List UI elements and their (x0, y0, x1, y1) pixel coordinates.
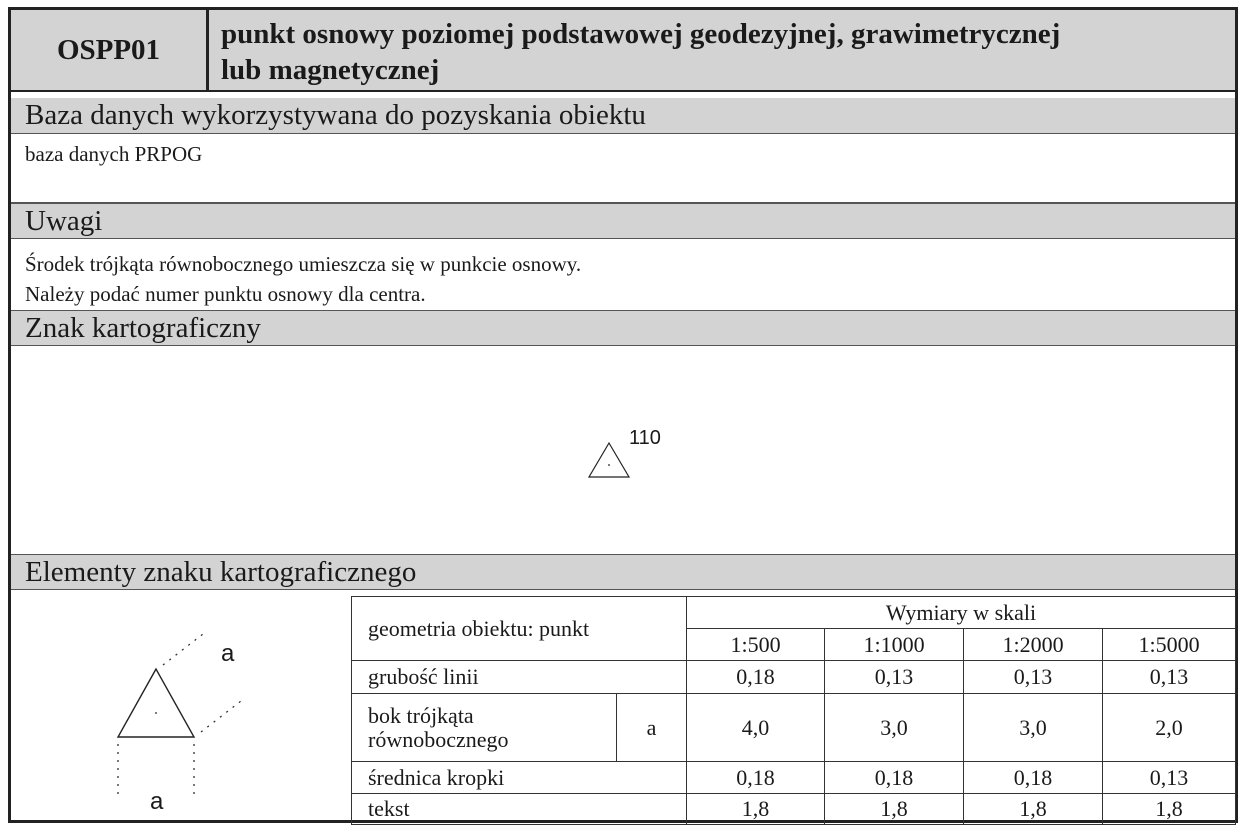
symbol-preview (11, 347, 1235, 552)
row-label-triangle-side (352, 694, 617, 762)
row-sub-label: a (617, 694, 687, 762)
card-header (11, 10, 1235, 92)
row-label-triangle-side-line1: bok trójkąta (368, 702, 474, 728)
cell-value: 0,18 (687, 762, 825, 794)
symbol-card (8, 7, 1238, 823)
notes-heading: Uwagi (11, 203, 1235, 239)
diagram-label-bottom: a (150, 788, 164, 815)
scale-1-1000: 1:1000 (825, 629, 964, 661)
triangle-diagram-icon (118, 669, 194, 737)
notes-line2: Należy podać numer punktu osnowy dla centra. (25, 282, 426, 306)
cell-value: 0,18 (687, 661, 825, 694)
cell-value: 2,0 (1103, 694, 1236, 762)
symbol-heading: Znak kartograficzny (11, 310, 1235, 346)
cell-value: 0,13 (1103, 762, 1236, 794)
table-row (352, 794, 1236, 825)
dimensions-table (351, 596, 1236, 825)
diagram-label-top: a (221, 640, 235, 667)
table-header-row (352, 597, 1236, 629)
dimension-diagram (11, 596, 351, 824)
table-row (352, 661, 1236, 694)
cell-value: 0,13 (1103, 661, 1236, 694)
geometry-label: geometria obiektu: punkt (352, 597, 687, 661)
dimension-line-top-a (163, 634, 203, 665)
diagram-center-dot (155, 712, 157, 714)
table-row (352, 694, 1236, 762)
row-label-line-width: grubość linii (352, 661, 687, 694)
object-title (221, 16, 1221, 88)
scale-header: Wymiary w skali (687, 597, 1236, 629)
cell-value: 0,18 (825, 762, 964, 794)
cell-value: 0,13 (964, 661, 1103, 694)
cell-value: 0,18 (964, 762, 1103, 794)
scale-1-5000: 1:5000 (1103, 629, 1236, 661)
elements-heading: Elementy znaku kartograficznego (11, 554, 1235, 590)
center-dot (608, 464, 610, 466)
cell-value: 1,8 (825, 794, 964, 825)
object-title-line2: lub magnetycznej (221, 54, 440, 86)
scale-1-500: 1:500 (687, 629, 825, 661)
symbol-point-number: 110 (629, 427, 661, 449)
row-label-triangle-side-line2: równobocznego (368, 726, 509, 752)
triangle-icon (589, 443, 629, 477)
object-code: OSPP01 (11, 10, 209, 90)
scale-1-2000: 1:2000 (964, 629, 1103, 661)
object-title-line1: punkt osnowy poziomej podstawowej geodezyjnej, grawimetrycznej (221, 18, 1061, 50)
dimension-line-top-b (201, 701, 241, 732)
cell-value: 3,0 (964, 694, 1103, 762)
notes-line1: Środek trójkąta równobocznego umieszcza się w punkcie osnowy. (25, 252, 582, 276)
cell-value: 0,13 (825, 661, 964, 694)
table-row (352, 762, 1236, 794)
row-label-dot-diameter: średnica kropki (352, 762, 687, 794)
database-value: baza danych PRPOG (25, 142, 203, 166)
cell-value: 1,8 (687, 794, 825, 825)
database-heading: Baza danych wykorzystywana do pozyskania obiektu (11, 98, 1235, 134)
cell-value: 1,8 (964, 794, 1103, 825)
cell-value: 4,0 (687, 694, 825, 762)
symbol-preview-graphic (11, 347, 1235, 552)
cell-value: 1,8 (1103, 794, 1236, 825)
cell-value: 3,0 (825, 694, 964, 762)
row-label-text: tekst (352, 794, 687, 825)
